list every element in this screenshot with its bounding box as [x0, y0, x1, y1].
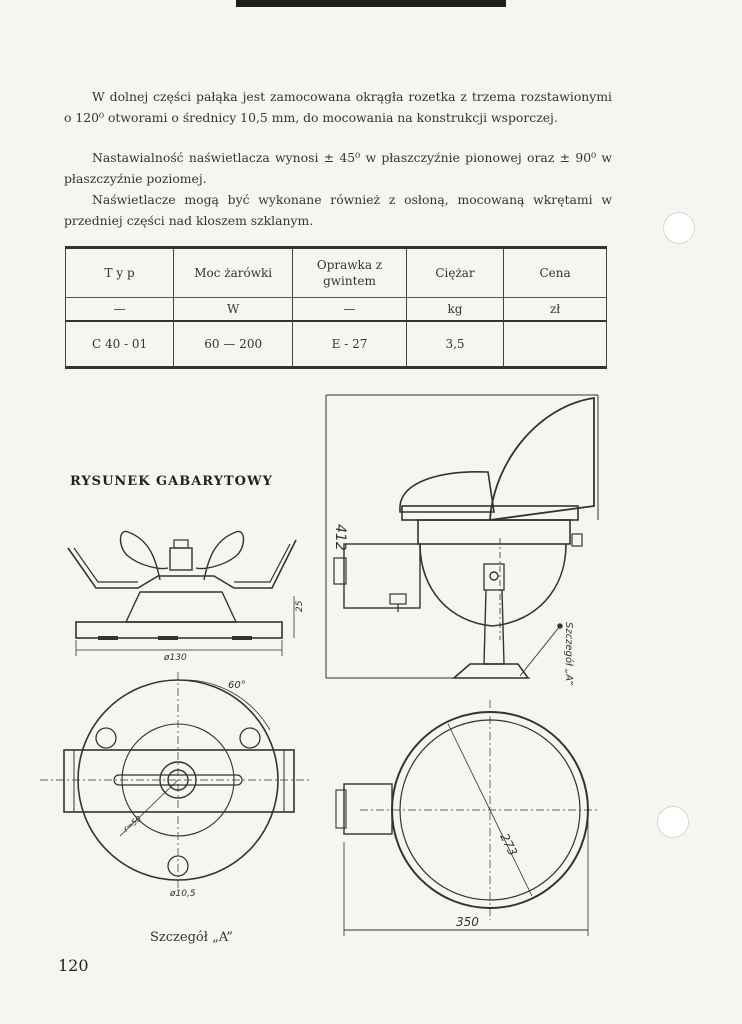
dim-hole-diameter: ø10,5 — [170, 889, 196, 899]
detail-a-front-view — [68, 531, 296, 656]
table-cell: E - 27 — [293, 321, 407, 368]
table-header-price: Cena — [504, 248, 607, 298]
dim-radius: r=50 — [121, 814, 144, 834]
page-number: 120 — [58, 956, 89, 975]
paragraph-cover: Naświetlacze mogą być wykonane również z osłoną, mocowaną wkrętami w przedniej części nad kloszem szklanym. — [64, 192, 612, 228]
lamp-side-view — [326, 395, 598, 678]
dim-angle: 60° — [228, 680, 246, 691]
dim-base-height: 25 — [295, 600, 305, 612]
dim-height: 412 — [332, 524, 348, 551]
paragraph-adjustment: Nastawialność naświetlacza wynosi ± 45⁰ w płaszczyźnie pionowej oraz ± 90⁰ w płaszczyźnie poziomej. — [64, 150, 612, 186]
detail-caption: Szczegół „A” — [150, 930, 233, 945]
lamp-top-view — [336, 700, 600, 936]
dim-width: 350 — [456, 915, 479, 929]
table-unit: W — [174, 298, 293, 322]
table-header-weight: Ciężar — [406, 248, 503, 298]
detail-a-label: Szczegół „A” — [563, 622, 574, 685]
table-unit: kg — [406, 298, 503, 322]
table-cell: C 40 - 01 — [66, 321, 174, 368]
dim-diameter: 273 — [497, 831, 520, 858]
detail-a-plan-view — [40, 672, 310, 890]
table-unit: — — [66, 298, 174, 322]
table-cell: 60 — 200 — [174, 321, 293, 368]
dim-base-diameter: ø130 — [164, 653, 187, 663]
table-header-type: T y p — [66, 248, 174, 298]
table-unit: — — [293, 298, 407, 322]
paragraph-mounting: W dolnej części pałąka jest zamocowana okrągła rozetka z trzema rozstawionymi o 120⁰ otworami o średnicy 10,5 mm, do mocowania na konstrukcji wsporczej. — [64, 89, 612, 125]
table-header-power: Moc żarówki — [174, 248, 293, 298]
table-cell: 3,5 — [406, 321, 503, 368]
table-unit: zł — [504, 298, 607, 322]
drawing-heading: RYSUNEK GABARYTOWY — [70, 474, 273, 489]
table-header-socket: Oprawka z gwintem — [293, 248, 407, 298]
